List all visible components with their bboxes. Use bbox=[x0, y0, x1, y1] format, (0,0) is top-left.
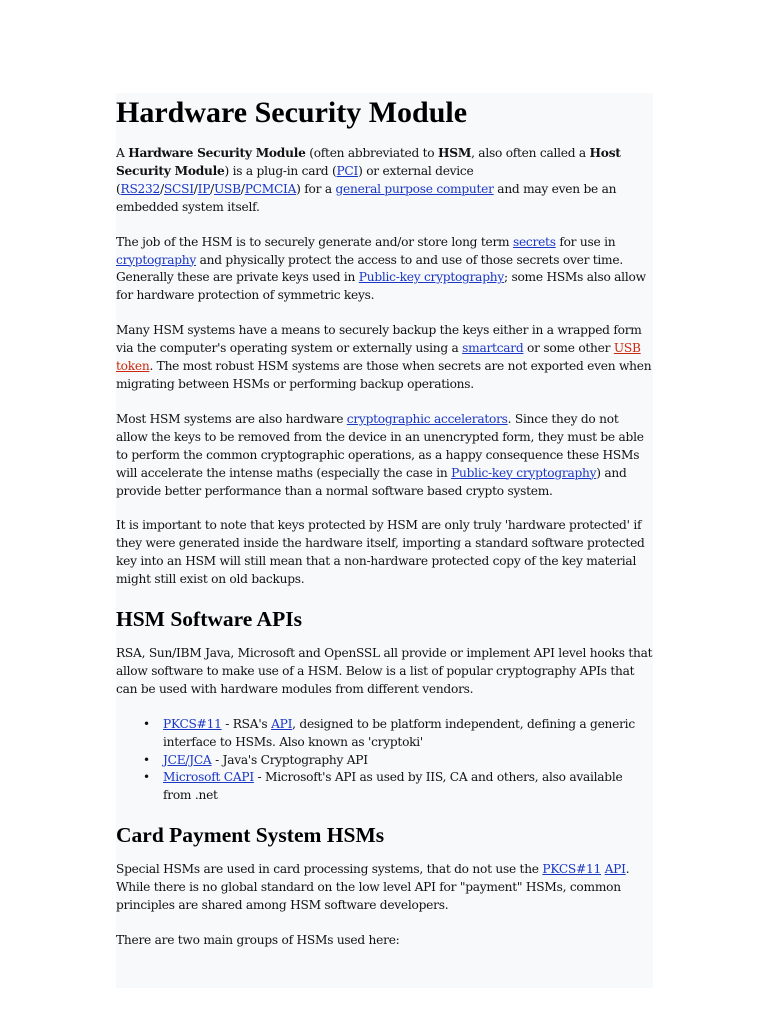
link-scsi[interactable]: SCSI bbox=[163, 181, 194, 196]
text: . The most robust HSM systems are those when secrets are not exported even when migrating between HSMs or performing backup operations. bbox=[116, 359, 652, 391]
text: ) for a bbox=[296, 181, 336, 196]
list-item bbox=[116, 752, 653, 770]
link-usb[interactable]: USB bbox=[214, 181, 241, 196]
text: or some other bbox=[523, 341, 614, 356]
page-title: Hardware Security Module bbox=[116, 96, 468, 129]
list-item bbox=[116, 716, 653, 752]
job-paragraph bbox=[116, 234, 653, 306]
link-api-2[interactable]: API bbox=[604, 862, 626, 877]
text: , designed to be platform independent, defining a generic interface to HSMs. Also known as 'cryptoki' bbox=[163, 716, 635, 749]
link-smartcard[interactable]: smartcard bbox=[462, 341, 524, 356]
text: ; some HSMs also allow for hardware protection of symmetric keys. bbox=[116, 270, 646, 303]
link-pkcs11-2[interactable]: PKCS#11 bbox=[542, 862, 601, 877]
text: Special HSMs are used in card processing systems, that do not use the bbox=[116, 862, 543, 877]
link-general-purpose-computer[interactable]: general purpose computer bbox=[335, 181, 494, 196]
text: ) or external device ( bbox=[116, 163, 474, 196]
text: . Since they do not allow the keys to be removed from the device in an unencrypted form, they must be able to perform the common cryptographic operations, as a happy consequence these HSMs will accelerate the intense maths (especially the case in bbox=[116, 411, 644, 480]
text: Most HSM systems are also hardware bbox=[116, 411, 347, 426]
backup-paragraph bbox=[116, 322, 653, 394]
term-hsm-full: Hardware Security Module bbox=[128, 146, 306, 160]
bullet-icon: • bbox=[143, 716, 150, 731]
text: The job of the HSM is to securely generate and/or store long term bbox=[116, 234, 513, 249]
bullet-icon: • bbox=[143, 770, 150, 785]
text: A bbox=[116, 146, 129, 160]
text: , also often called a bbox=[471, 146, 590, 160]
link-cryptographic-accelerators[interactable]: cryptographic accelerators bbox=[346, 411, 508, 426]
link-jce-jca[interactable]: JCE/JCA bbox=[163, 752, 212, 767]
text: (often abbreviated to bbox=[305, 146, 438, 160]
link-pcmcia[interactable]: PCMCIA bbox=[244, 181, 297, 196]
text: and may even be an embedded system itself. bbox=[116, 181, 617, 214]
link-usb-token[interactable]: USB token bbox=[116, 341, 641, 374]
text: . While there is no global standard on the low level API for "payment" HSMs, common principles are shared among HSM software developers. bbox=[116, 862, 630, 913]
bullet-icon: • bbox=[143, 752, 150, 767]
link-api[interactable]: API bbox=[271, 716, 293, 731]
section-heading-card-payment: Card Payment System HSMs bbox=[116, 823, 385, 848]
term-host-security-module: Host Security Module bbox=[116, 146, 621, 178]
card-paragraph bbox=[116, 861, 653, 915]
link-secrets[interactable]: secrets bbox=[512, 234, 556, 249]
text: - RSA's bbox=[221, 716, 272, 731]
link-ip[interactable]: IP bbox=[197, 181, 211, 196]
text: Many HSM systems have a means to securely backup the keys either in a wrapped form via the computer's operating system or externally using a bbox=[116, 323, 642, 356]
link-pkcs11[interactable]: PKCS#11 bbox=[163, 716, 222, 731]
term-hsm: HSM bbox=[438, 146, 472, 160]
text: and physically protect the access to and use of those secrets over time. Generally these are private keys used in bbox=[116, 252, 623, 285]
apis-paragraph: RSA, Sun/IBM Java, Microsoft and OpenSSL all provide or implement API level hooks that allow software to make use of a HSM. Below is a list of popular cryptography APIs that can be used with hardware modules from different vendors. bbox=[116, 646, 653, 696]
section-heading-apis: HSM Software APIs bbox=[116, 607, 302, 632]
link-public-key-cryptography[interactable]: Public-key cryptography bbox=[358, 270, 504, 285]
link-pci[interactable]: PCI bbox=[336, 163, 359, 178]
link-microsoft-capi[interactable]: Microsoft CAPI bbox=[163, 770, 254, 785]
text: - Microsoft's API as used by IIS, CA and others, also available from .net bbox=[163, 770, 623, 803]
text: ) and provide better performance than a normal software based crypto system. bbox=[116, 465, 627, 498]
article bbox=[116, 93, 653, 950]
accelerator-paragraph bbox=[116, 411, 653, 501]
list-item bbox=[116, 769, 653, 805]
link-cryptography[interactable]: cryptography bbox=[116, 252, 197, 267]
link-public-key-cryptography-2[interactable]: Public-key cryptography bbox=[451, 465, 597, 480]
groups-paragraph: There are two main groups of HSMs used here: bbox=[116, 933, 400, 947]
note-paragraph: It is important to note that keys protected by HSM are only truly 'hardware protected' if they were generated inside the hardware itself, importing a standard software protected key into an HSM will still mean that a non-hardware protected copy of the key material might still exist on old backups. bbox=[116, 518, 645, 587]
intro-paragraph: A Hardware Security Module (often abbreviated to HSM, also often called a Host Security Module) is a plug-in card (PCI) or external device (RS232/SCSI/IP/USB/PCMCIA) for a general purpose computer and may even be an embedded system itself. bbox=[116, 146, 621, 214]
text: - Java's Cryptography API bbox=[211, 752, 368, 767]
text: ) is a plug-in card ( bbox=[224, 163, 337, 178]
api-list bbox=[116, 716, 653, 806]
link-rs232[interactable]: RS232 bbox=[120, 181, 161, 196]
text: for use in bbox=[555, 234, 616, 249]
